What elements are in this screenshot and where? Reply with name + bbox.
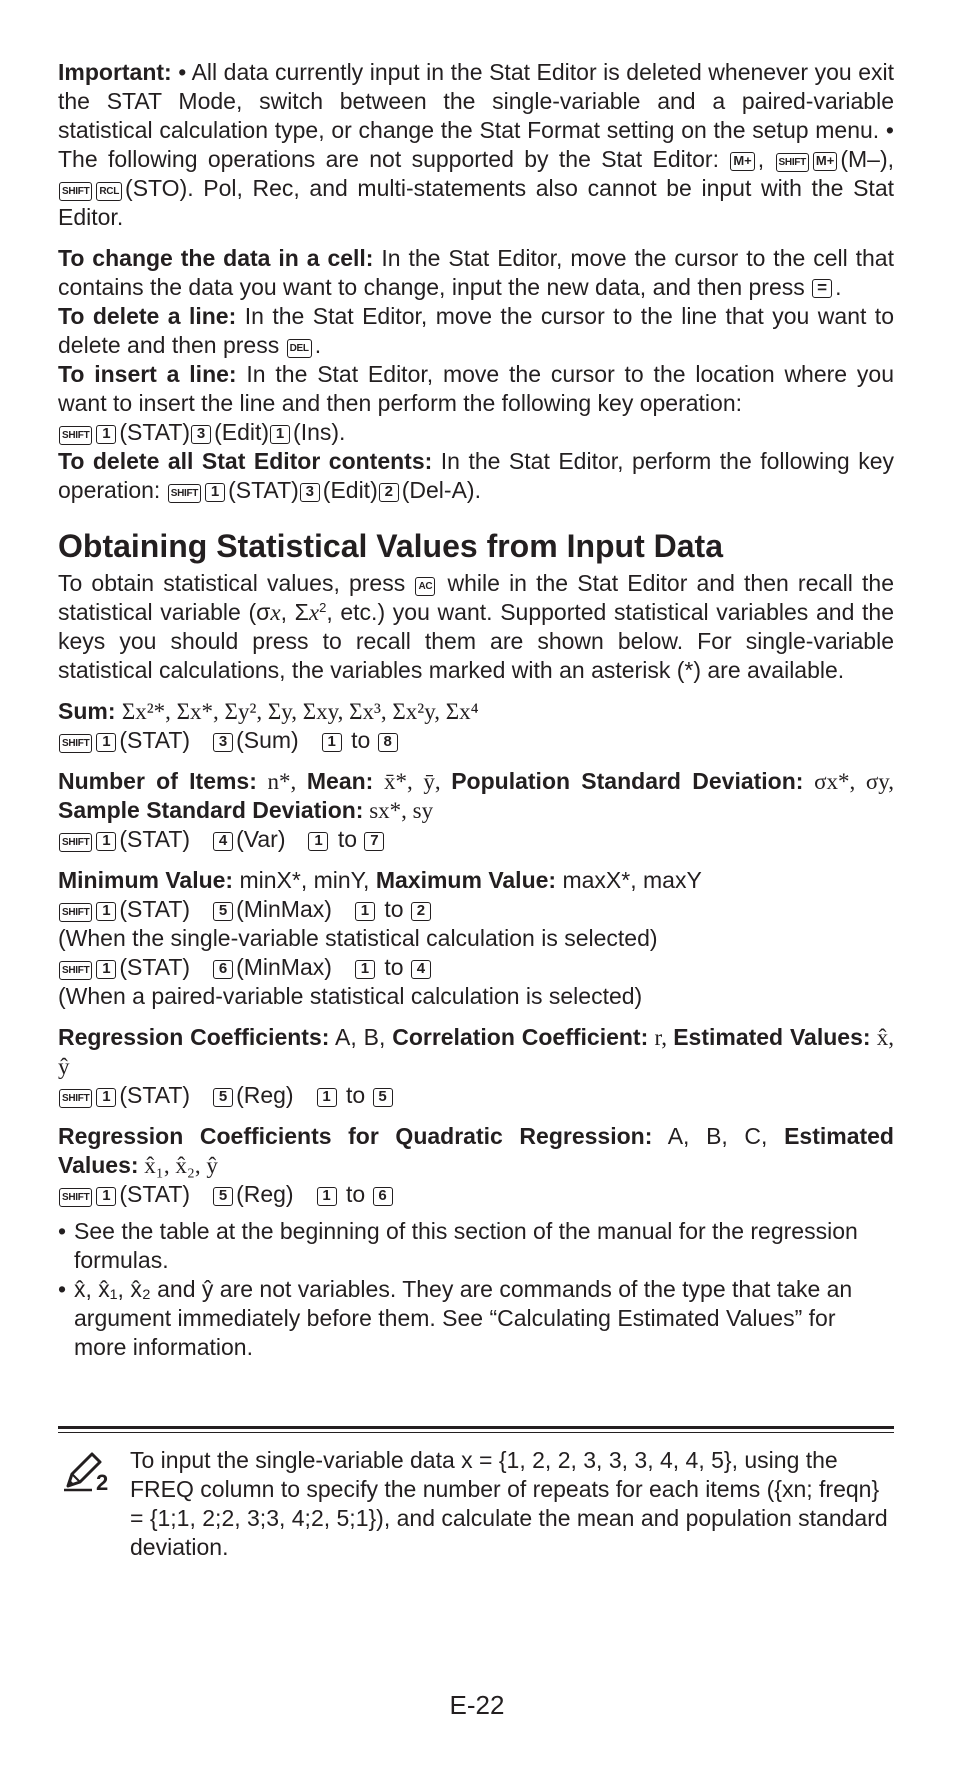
mean-label: Mean: [306, 768, 374, 794]
key-1-icon: 1 [96, 1187, 116, 1206]
key-1-icon: 1 [355, 960, 375, 979]
items-keys [58, 825, 894, 854]
reg-menu-label: (Reg) [236, 1181, 294, 1207]
to-label: to [351, 727, 371, 753]
section-heading: Obtaining Statistical Values from Input Data [58, 528, 723, 564]
sum-menu-label: (Sum) [236, 727, 299, 753]
to-label: to [345, 1082, 366, 1108]
key-1-icon: 1 [317, 1088, 337, 1107]
notes-list [58, 1217, 894, 1362]
stat-label: (STAT) [119, 826, 191, 852]
mminus-text: (M–), [840, 146, 895, 172]
intro-text: , Σ [280, 599, 309, 625]
shift-key-icon: SHIFT [59, 833, 92, 852]
minmax-menu-label: (MinMax) [236, 896, 332, 922]
delete-line-paragraph: To delete a line: In the Stat Editor, move the cursor to the line that you want to delete and then press DEL . [58, 303, 894, 358]
quad-coef-label: Regression Coefficients for Quadratic Regression: [58, 1123, 653, 1149]
items-heading [58, 767, 894, 825]
key-7-icon: 7 [364, 832, 384, 851]
sample-sd-var: sx*, sy [363, 798, 434, 823]
key-1-icon: 1 [355, 902, 375, 921]
to-label: to [345, 1181, 366, 1207]
minmax-heading [58, 866, 894, 895]
to-label: to [384, 896, 404, 922]
min-label: Minimum Value: [58, 867, 234, 893]
to-label: to [337, 826, 358, 852]
reg-menu-label: (Reg) [236, 1082, 294, 1108]
key-6-icon: 6 [373, 1187, 393, 1206]
rcl-key-icon: RCL [96, 182, 122, 201]
var-menu-label: (Var) [236, 826, 286, 852]
est-vars: x̂, ŷ [58, 1025, 895, 1079]
change-cell-paragraph: To change the data in a cell: In the Stat Editor, move the cursor to the cell that contains the data you want to change, input the new data, and then press = . [58, 245, 894, 300]
sto-text: (STO). Pol, Rec, and multi-statements also cannot be input with the Stat Editor. [58, 175, 894, 230]
key-6-icon: 6 [213, 960, 233, 979]
delete-all-label: To delete all Stat Editor contents: [58, 448, 433, 474]
key-5-icon: 5 [213, 902, 233, 921]
delete-line-label: To delete a line: [58, 303, 237, 329]
shift-key-icon: SHIFT [59, 426, 92, 445]
ac-key-icon: AC [415, 577, 435, 596]
corr-label: Correlation Coefficient: [392, 1024, 649, 1050]
list-item: • x̂, x̂₁, x̂₂ and ŷ are not variables. They are commands of the type that take an argument immediately before them. See “Calculating Estimated Values” for more information. [58, 1275, 894, 1362]
key-1-icon: 1 [308, 832, 328, 851]
key-1-icon: 1 [317, 1187, 337, 1206]
key-5-icon: 5 [213, 1088, 233, 1107]
reg-keys [58, 1081, 894, 1110]
min-vars: minX*, minY, [233, 867, 376, 893]
items-var: n*, [256, 769, 307, 794]
shift-key-icon: SHIFT [59, 903, 92, 922]
key-1-icon: 1 [205, 483, 225, 502]
delete-line-text: In the Stat Editor, move the cursor to the line that you want to delete and then press [58, 303, 894, 358]
key-3-icon: 3 [213, 733, 233, 752]
ins-label: (Ins). [293, 419, 346, 445]
stat-label: (STAT) [228, 477, 299, 503]
edit-label: (Edit) [214, 419, 270, 445]
example-number: 2 [96, 1470, 109, 1492]
stat-label: (STAT) [119, 896, 191, 922]
shift-key-icon: SHIFT [59, 1188, 92, 1207]
minmax-keys-paired [58, 953, 894, 982]
important-label: Important: [58, 59, 172, 85]
mplus-key-icon: M+ [730, 152, 754, 171]
quad-est-vars: x̂₁, x̂₂, ŷ [138, 1153, 218, 1178]
key-1-icon: 1 [96, 1088, 116, 1107]
sum-vars: Σx²*, Σx*, Σy², Σy, Σxy, Σx³, Σx²y, Σx⁴ [121, 699, 479, 724]
stat-label: (STAT) [119, 1082, 191, 1108]
minmax-keys-single [58, 895, 894, 924]
key-1-icon: 1 [270, 425, 290, 444]
var-x: x [270, 600, 281, 625]
divider [58, 1432, 894, 1433]
stat-label: (STAT) [119, 1181, 191, 1207]
key-1-icon: 1 [96, 425, 116, 444]
insert-line-label: To insert a line: [58, 361, 237, 387]
del-key-icon: DEL [287, 339, 312, 358]
est-label: Estimated Values: [673, 1024, 871, 1050]
delete-all-paragraph [58, 447, 894, 505]
key-1-icon: 1 [322, 733, 342, 752]
shift-key-icon: SHIFT [168, 484, 201, 503]
quad-coef-vars: A, B, C, [652, 1123, 785, 1149]
pencil-icon [62, 1450, 118, 1497]
pop-sd-label: Population Standard Deviation: [451, 768, 804, 794]
intro-text: To obtain statistical values, press [58, 570, 415, 596]
sum-keys [58, 726, 894, 755]
sample-sd-label: Sample Standard Deviation: [58, 797, 364, 823]
divider [58, 1426, 894, 1429]
shift-key-icon: SHIFT [59, 961, 92, 980]
key-4-icon: 4 [411, 960, 431, 979]
delete-all-text: In the Stat Editor, perform the following key operation: [58, 448, 894, 503]
stat-label: (STAT) [119, 727, 191, 753]
mean-var: x̄*, ȳ, [373, 769, 452, 794]
change-cell-label: To change the data in a cell: [58, 245, 374, 271]
key-3-icon: 3 [300, 483, 320, 502]
reg-heading [58, 1023, 894, 1081]
change-cell-text: In the Stat Editor, move the cursor to the cell that contains the data you want to change, input the new data, and then press [58, 245, 894, 300]
minmax-note-paired: (When a paired-variable statistical calculation is selected) [58, 983, 643, 1009]
intro-text: while in the Stat Editor and then recall the statistical variable (σ [58, 570, 895, 625]
sum-heading [58, 697, 894, 726]
reg-coef-vars: A, B, [329, 1024, 393, 1050]
key-1-icon: 1 [96, 832, 116, 851]
minmax-note-single: (When the single-variable statistical calculation is selected) [58, 925, 658, 951]
shift-key-icon: SHIFT [776, 153, 809, 172]
page-number: E-22 [449, 1690, 505, 1720]
key-5-icon: 5 [373, 1088, 393, 1107]
quad-est-label: Estimated Values: [58, 1123, 894, 1178]
max-vars: maxX*, maxY [556, 867, 702, 893]
key-8-icon: 8 [378, 733, 398, 752]
key-1-icon: 1 [96, 902, 116, 921]
key-2-icon: 2 [411, 902, 431, 921]
manual-page [58, 58, 894, 1362]
dela-label: (Del-A). [401, 477, 481, 503]
shift-key-icon: SHIFT [59, 1089, 92, 1108]
minmax-menu-label: (MinMax) [236, 954, 332, 980]
key-5-icon: 5 [213, 1187, 233, 1206]
corr-var: r, [648, 1025, 674, 1050]
important-text: • All data currently input in the Stat Editor is deleted whenever you exit the STAT Mode, switch between the single-variable and a paired-variable statistical calculation type, or change the Stat Format setting on the setup menu. • The following operations are not supported by the Stat Editor: [58, 59, 894, 172]
edit-label: (Edit) [322, 477, 378, 503]
to-label: to [384, 954, 404, 980]
key-2-icon: 2 [379, 483, 399, 502]
sum-label: Sum: [58, 698, 116, 724]
pop-sd-var: σx*, σy, [803, 769, 894, 794]
intro-text: , etc.) you want. Supported statistical variables and the keys you should press to recall them are shown below. For single-variable statistical calculations, the variables marked with an asterisk (*) are available. [58, 599, 895, 683]
insert-line-paragraph [58, 360, 894, 447]
shift-key-icon: SHIFT [59, 182, 92, 201]
var-x: x [308, 600, 320, 625]
quad-keys [58, 1180, 894, 1209]
key-1-icon: 1 [96, 960, 116, 979]
insert-line-text: In the Stat Editor, move the cursor to the location where you want to insert the line and then perform the following key operation: [58, 361, 894, 416]
list-item: • See the table at the beginning of this section of the manual for the regression formulas. [58, 1217, 894, 1275]
intro-paragraph: To obtain statistical values, press AC while in the Stat Editor and then recall the statistical variable (σx, $\Sigma x^2$, etc.) you want. Supported statistical variables and the keys you should press to recall them are shown below. For single-variable statistical calculations, the variables marked with an asterisk (*) are available. [58, 570, 895, 683]
example-text: To input the single-variable data x = {1, 2, 2, 3, 3, 3, 4, 4, 5}, using the FREQ column to specify the number of repeats for each items ({xn; freqn} = {1;1, 2;2, 3;3, 4;2, 5;1}), and calculate the mean and population standard deviation. [130, 1447, 888, 1560]
items-label: Number of Items: [58, 768, 257, 794]
quad-heading [58, 1122, 894, 1180]
key-1-icon: 1 [96, 733, 116, 752]
reg-coef-label: Regression Coefficients: [58, 1024, 330, 1050]
key-4-icon: 4 [213, 832, 233, 851]
stat-label: (STAT) [119, 954, 191, 980]
equals-key-icon: = [812, 279, 832, 298]
shift-key-icon: SHIFT [59, 734, 92, 753]
important-paragraph: Important: • All data currently input in the Stat Editor is deleted whenever you exit the STAT Mode, switch between the single-variable and a paired-variable statistical calculation type, or change the Stat Format setting on the setup menu. • The following operations are not supported by the Stat Editor: M+ , SHIFT M+ (M–), SHIFT RCL (STO). Pol, Rec, and multi-statements also cannot be input with the Stat Editor. [58, 59, 895, 230]
max-label: Maximum Value: [375, 867, 557, 893]
stat-label: (STAT) [119, 419, 191, 445]
key-3-icon: 3 [191, 425, 211, 444]
mplus-key-icon: M+ [813, 152, 837, 171]
